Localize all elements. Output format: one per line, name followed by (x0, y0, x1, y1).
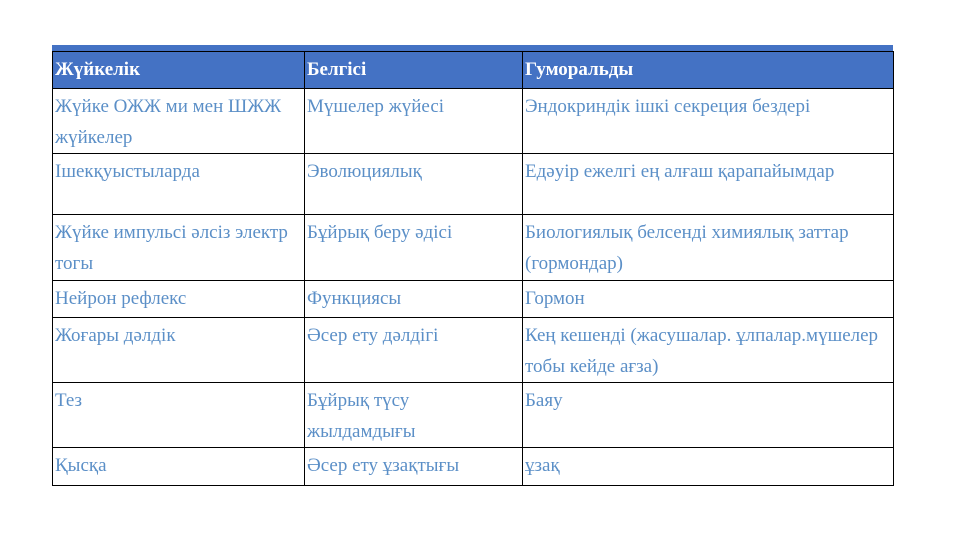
cell-feature: Әсер ету дәлдігі (305, 318, 523, 383)
cell-nervous: Нейрон рефлекс (53, 281, 305, 318)
cell-feature: Әсер ету ұзақтығы (305, 448, 523, 486)
cell-nervous: Жүйке ОЖЖ ми мен ШЖЖ жүйкелер (53, 89, 305, 154)
cell-humoral: Эндокриндік ішкі секреция бездері (523, 89, 894, 154)
cell-nervous: Ішекқуыстыларда (53, 154, 305, 215)
header-humoral: Гуморальды (523, 52, 894, 89)
table-row (53, 281, 894, 318)
table-row (53, 89, 894, 154)
cell-nervous: Қысқа (53, 448, 305, 486)
header-feature: Белгісі (305, 52, 523, 89)
cell-feature: Мүшелер жүйесі (305, 89, 523, 154)
header-nervous: Жүйкелік (53, 52, 305, 89)
table-row (53, 383, 894, 448)
comparison-table (52, 51, 894, 486)
cell-feature: Эволюциялық (305, 154, 523, 215)
cell-nervous: Жоғары дәлдік (53, 318, 305, 383)
cell-humoral: Гормон (523, 281, 894, 318)
table-row (53, 318, 894, 383)
cell-humoral: ұзақ (523, 448, 894, 486)
cell-humoral: Едәуір ежелгі ең алғаш қарапайымдар (523, 154, 894, 215)
cell-humoral: Кең кешенді (жасушалар. ұлпалар.мүшелер тобы кейде ағза) (523, 318, 894, 383)
cell-feature: Функциясы (305, 281, 523, 318)
table-row (53, 215, 894, 281)
cell-humoral: Биологиялық белсенді химиялық заттар (гормондар) (523, 215, 894, 281)
cell-nervous: Тез (53, 383, 305, 448)
table-row (53, 448, 894, 486)
comparison-table-container (52, 45, 893, 486)
table-header-row (53, 52, 894, 89)
cell-humoral: Баяу (523, 383, 894, 448)
cell-feature: Бұйрық беру әдісі (305, 215, 523, 281)
cell-nervous: Жүйке импульсі әлсіз электр тогы (53, 215, 305, 281)
cell-feature: Бұйрық түсу жылдамдығы (305, 383, 523, 448)
table-row (53, 154, 894, 215)
